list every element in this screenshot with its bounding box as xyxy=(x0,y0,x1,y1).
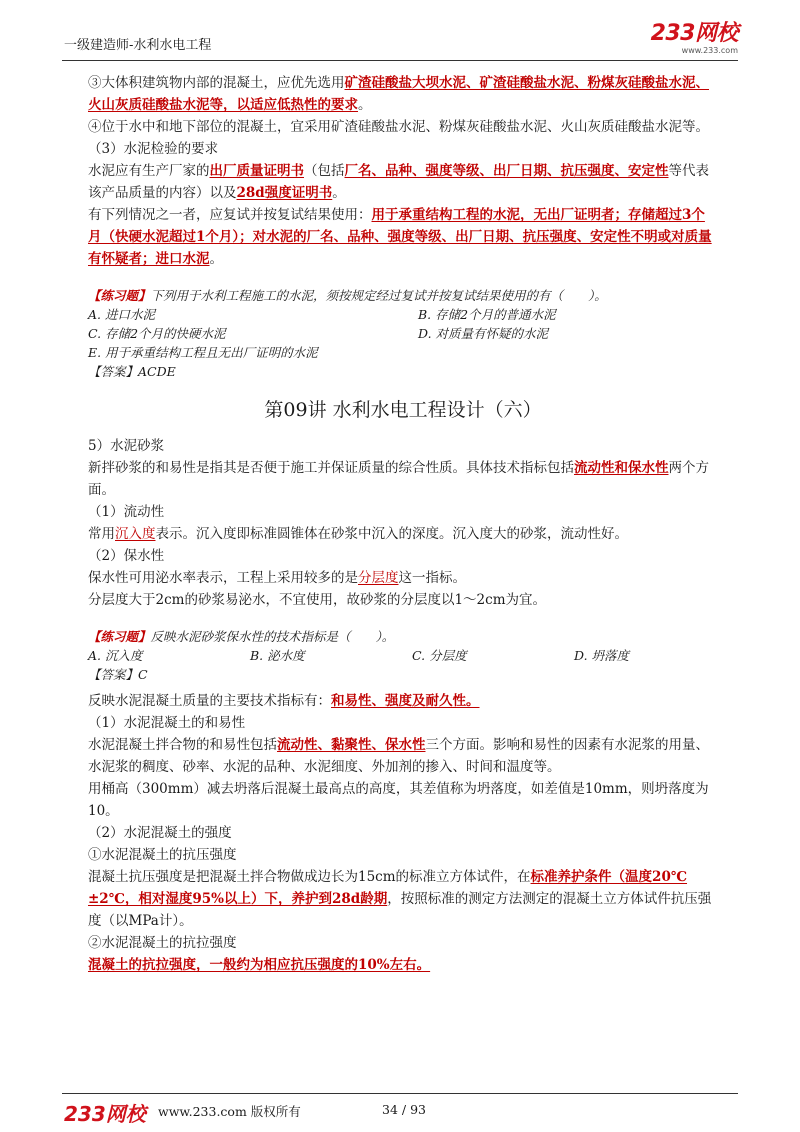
text: 。 xyxy=(358,97,372,113)
option-a: A. 沉入度 xyxy=(88,648,143,663)
text: ③大体积建筑物内部的混凝土，应优先选用 xyxy=(88,75,345,91)
practice-question-2 xyxy=(88,627,718,684)
practice-question-1 xyxy=(88,286,718,381)
logo-url: www.233.com xyxy=(681,46,738,55)
question-line xyxy=(88,286,718,305)
paragraph xyxy=(88,954,718,976)
paragraph xyxy=(88,457,718,501)
text: 两个方面。 xyxy=(88,460,709,498)
question-text: 反映水泥砂浆保水性的技术指标是（ ）。 xyxy=(150,629,395,644)
highlight-text: 混凝土的抗拉强度，一般约为相应抗压强度的10%左右。 xyxy=(88,957,431,973)
paragraph: 分层度大于2cm的砂浆易泌水，不宜使用，故砂浆的分层度以1～2cm为宜。 xyxy=(88,592,546,608)
subheading: ②水泥混凝土的抗拉强度 xyxy=(88,935,237,951)
page-number: 34 / 93 xyxy=(382,1102,426,1117)
text: 混凝土抗压强度是把混凝土拌合物做成边长为15cm的标准立方体试件，在 xyxy=(88,869,531,885)
paragraph: 用桶高（300mm）减去坍落后混凝土最高点的高度，其差值称为坍落度，如差值是10mm，则坍落度为10。 xyxy=(88,781,709,819)
paragraph xyxy=(88,160,718,204)
highlight-text: 流动性、黏聚性、保水性 xyxy=(277,737,426,753)
header-title: 一级建造师-水利水电工程 xyxy=(64,38,212,53)
paragraph xyxy=(88,567,718,589)
option-b: B. 存储2个月的普通水泥 xyxy=(418,307,556,322)
brand-logo xyxy=(651,22,738,55)
highlight-text: 用于承重结构工程的水泥，无出厂证明者；存储超过3个月（快硬水泥超过1个月）；对水泥的厂名、品种、强度等级、出厂日期、抗压强度、安定性不明或对质量有怀疑者；进口水泥 xyxy=(88,207,712,267)
text: 表示。沉入度即标准圆锥体在砂浆中沉入的深度。沉入度大的砂浆，流动性好。 xyxy=(155,526,628,542)
highlight-text: 分层度 xyxy=(358,570,399,586)
paragraph: ④位于水中和地下部位的混凝土，宜采用矿渣硅酸盐水泥、粉煤灰硅酸盐水泥、火山灰质硅酸盐水泥等。 xyxy=(88,119,709,135)
text: 。 xyxy=(209,251,223,267)
paragraph xyxy=(88,72,718,116)
paragraph xyxy=(88,523,718,545)
option-b: B. 泌水度 xyxy=(250,648,305,663)
page-header xyxy=(62,22,738,61)
subheading: （2）水泥混凝土的强度 xyxy=(88,825,232,841)
option-c: C. 分层度 xyxy=(412,648,467,663)
highlight-text: 和易性、强度及耐久性。 xyxy=(331,693,480,709)
options xyxy=(88,305,718,362)
question-label: 【练习题】 xyxy=(88,629,151,644)
text: 三个方面。影响和易性的因素有水泥浆的用量、水泥浆的稠度、砂率、水泥的品种、水泥细度、外加剂的掺入、时间和温度等。 xyxy=(88,737,709,775)
text: 等代表该产品质量的内容）以及 xyxy=(88,163,709,201)
subheading: ①水泥混凝土的抗压强度 xyxy=(88,847,237,863)
logo-text: 233网校 xyxy=(650,21,738,46)
highlight-text: 沉入度 xyxy=(115,526,156,542)
subheading: （3）水泥检验的要求 xyxy=(88,141,219,157)
text: 。 xyxy=(332,185,346,201)
option-d: D. 坍落度 xyxy=(574,648,630,663)
document-body xyxy=(88,72,718,976)
option-c: C. 存储2个月的快硬水泥 xyxy=(88,326,226,341)
highlight-text: 矿渣硅酸盐大坝水泥、矿渣硅酸盐水泥、粉煤灰硅酸盐水泥、火山灰质硅酸盐水泥等，以适应低热性的要求 xyxy=(88,75,709,113)
subheading: （1）水泥混凝土的和易性 xyxy=(88,715,246,731)
text: 有下列情况之一者，应复试并按复试结果使用： xyxy=(88,207,372,223)
question-text: 下列用于水利工程施工的水泥，须按规定经过复试并按复试结果使用的有（ ）。 xyxy=(150,288,607,303)
options xyxy=(88,646,718,665)
option-a: A. 进口水泥 xyxy=(88,307,155,322)
highlight-text: 出厂质量证明书 xyxy=(209,163,304,179)
text: 这一指标。 xyxy=(398,570,466,586)
footer-logo: 233网校 xyxy=(64,1102,146,1126)
text: 水泥应有生产厂家的 xyxy=(88,163,210,179)
paragraph xyxy=(88,866,718,932)
text: 水泥混凝土拌合物的和易性包括 xyxy=(88,737,277,753)
footer-site: www.233.com 版权所有 xyxy=(158,1104,301,1119)
text: 常用 xyxy=(88,526,115,542)
answer: 【答案】C xyxy=(88,667,148,682)
subheading: （1）流动性 xyxy=(88,504,165,520)
lecture-heading: 第09讲 水利水电工程设计（六） xyxy=(264,399,542,421)
text: 新拌砂浆的和易性是指其是否便于施工并保证质量的综合性质。具体技术指标包括 xyxy=(88,460,574,476)
paragraph xyxy=(88,690,718,712)
highlight-text: 标准养护条件（温度20℃±2℃，相对湿度95%以上）下，养护到28d龄期 xyxy=(88,869,688,907)
question-line xyxy=(88,627,718,646)
highlight-text: 28d强度证明书 xyxy=(236,185,333,201)
answer: 【答案】ACDE xyxy=(88,364,176,379)
text: （包括 xyxy=(304,163,345,179)
subheading: （2）保水性 xyxy=(88,548,165,564)
question-label: 【练习题】 xyxy=(88,288,151,303)
subheading: 5）水泥砂浆 xyxy=(88,438,165,454)
highlight-text: 流动性和保水性 xyxy=(574,460,669,476)
paragraph xyxy=(88,734,718,778)
option-d: D. 对质量有怀疑的水泥 xyxy=(418,326,549,341)
option-e: E. 用于承重结构工程且无出厂证明的水泥 xyxy=(88,345,318,360)
text: ，按照标准的测定方法测定的混凝土立方体试件抗压强度（以MPa计）。 xyxy=(88,891,712,929)
page-footer xyxy=(62,1093,738,1126)
text: 反映水泥混凝土质量的主要技术指标有： xyxy=(88,693,331,709)
highlight-text: 厂名、品种、强度等级、出厂日期、抗压强度、安定性 xyxy=(344,163,669,179)
paragraph xyxy=(88,204,718,270)
text: 保水性可用泌水率表示，工程上采用较多的是 xyxy=(88,570,358,586)
